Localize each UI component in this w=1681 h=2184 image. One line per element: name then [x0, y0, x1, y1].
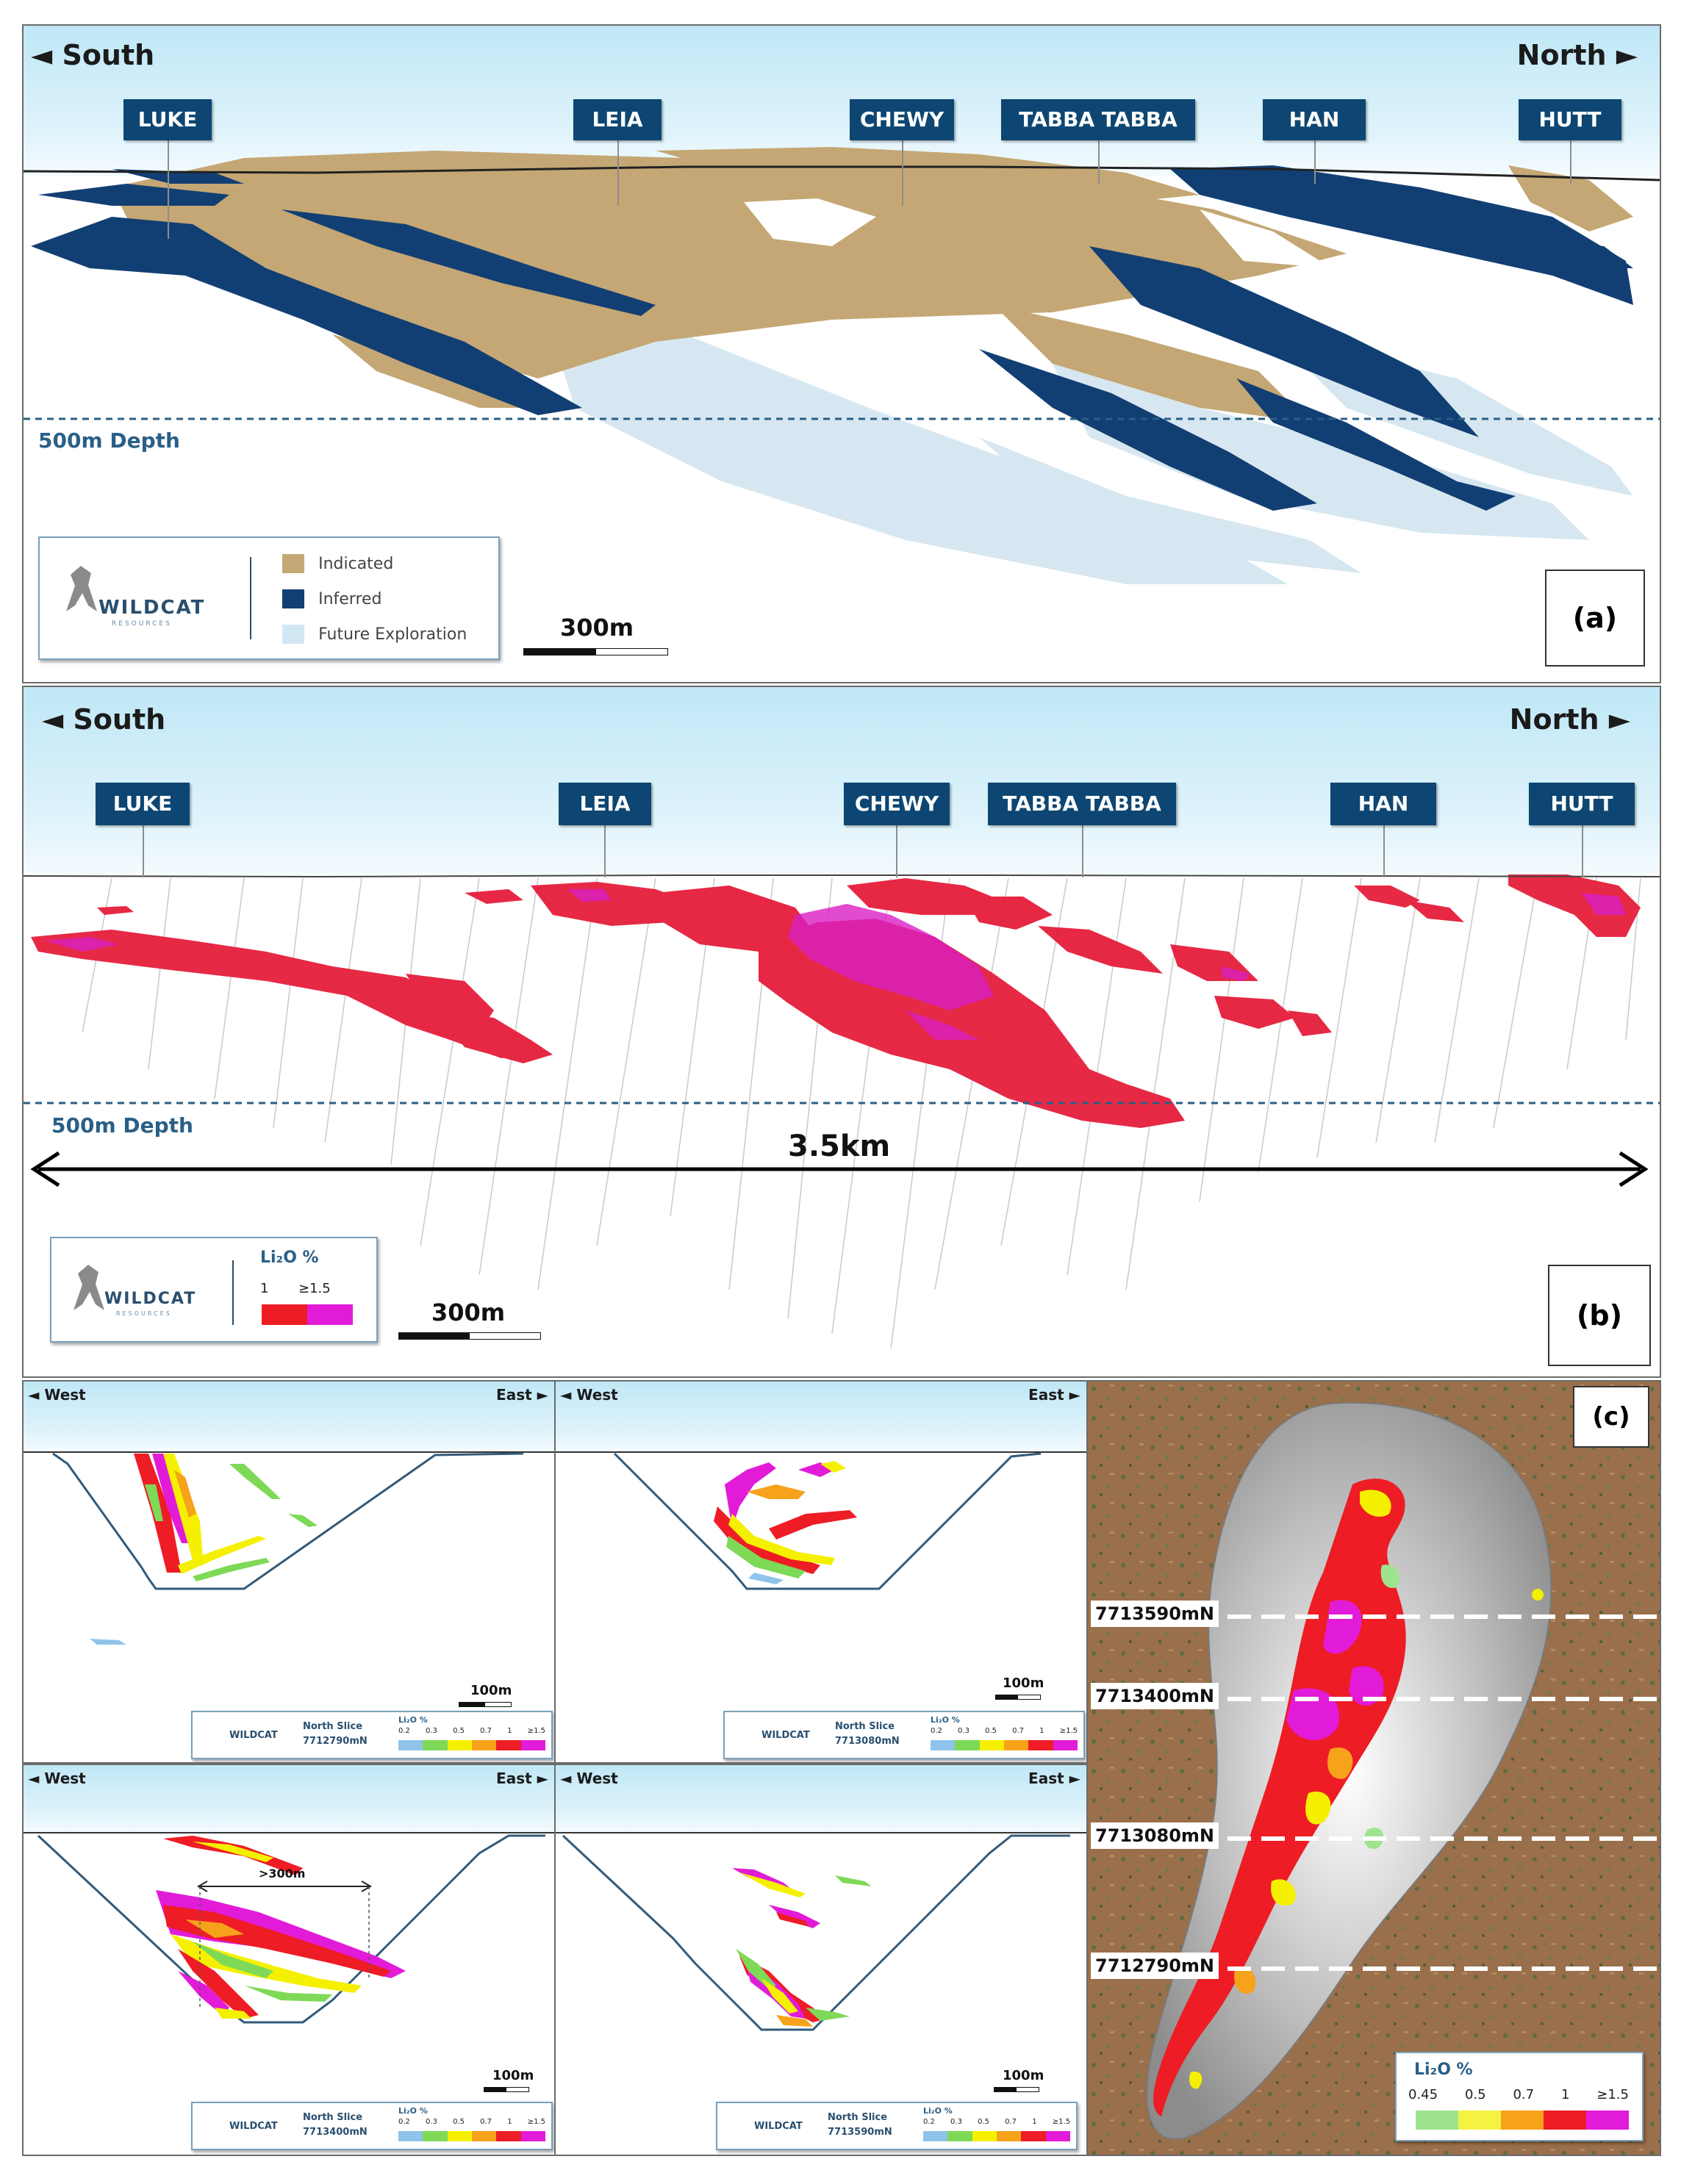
- slice-annotation-300m: >300m: [259, 1867, 306, 1881]
- slice-scale-label: 100m: [492, 2068, 534, 2083]
- deposit-tag-leia: LEIA: [559, 783, 651, 825]
- slice-name: 7713590mN: [828, 2127, 892, 2138]
- west-direction-label: ◄ West: [560, 1770, 618, 1787]
- legend-item-inferred: [282, 589, 382, 614]
- map-line-label-7712790mn: 7712790mN: [1091, 1953, 1219, 1979]
- depth-label: 500m Depth: [38, 428, 180, 453]
- map-legend-colorbar: [1416, 2111, 1629, 2130]
- legend-item-indicated: [282, 554, 393, 579]
- slice-scale-label: 100m: [1003, 1675, 1044, 1691]
- west-direction-label: ◄ West: [560, 1386, 618, 1404]
- length-label: 3.5km: [788, 1129, 891, 1163]
- slice-scale-bar: [995, 1695, 1041, 1700]
- slice-panel-7712790mn: [22, 1380, 557, 1764]
- slice-panel-7713400mn: [22, 1764, 557, 2156]
- slice-title: North Slice: [835, 1721, 895, 1732]
- legend-item-future-exploration: [282, 625, 467, 650]
- map-legend-ticks: 0.45 0.5 0.7 1 ≥1.5: [1408, 2087, 1629, 2102]
- wildcat-brand: WILDCAT: [754, 2121, 803, 2132]
- slice-scale-label: 100m: [470, 1683, 512, 1698]
- resource-legend: [38, 536, 500, 660]
- slice-legend: [723, 1711, 1085, 1759]
- map-line-label-7713400mn: 7713400mN: [1091, 1683, 1219, 1709]
- wildcat-brand: WILDCAT: [761, 1730, 810, 1741]
- panel-c-plan-map: [1086, 1380, 1661, 2156]
- west-direction-label: ◄ West: [28, 1386, 86, 1404]
- east-direction-label: East ►: [1028, 1386, 1080, 1404]
- slice-legend: [191, 1711, 553, 1759]
- deposit-tag-hutt: HUTT: [1519, 99, 1621, 140]
- scale-label: 300m: [431, 1298, 506, 1326]
- li2o-tick-1-5: ≥1.5: [298, 1281, 331, 1296]
- wildcat-logo-icon: [59, 560, 103, 619]
- slice-panel-7713590mn: [554, 1764, 1089, 2156]
- wildcat-brand: WILDCAT: [229, 1730, 278, 1741]
- deposit-tag-luke: LUKE: [123, 99, 212, 140]
- panel-label-b: (b): [1548, 1265, 1651, 1366]
- deposit-tag-hutt: HUTT: [1529, 783, 1635, 825]
- future-exploration-label: Future Exploration: [318, 625, 467, 644]
- wildcat-brand: WILDCAT: [229, 2121, 278, 2132]
- slice-title: North Slice: [303, 2112, 363, 2123]
- map-line-label-7713590mn: 7713590mN: [1091, 1601, 1219, 1627]
- deposit-tag-luke: LUKE: [96, 783, 190, 825]
- slice-legend-ticks: 0.2 0.3 0.5 0.7 1 ≥1.5: [398, 1727, 545, 1735]
- east-direction-label: East ►: [1028, 1770, 1080, 1787]
- panel-a-long-section-resource: [22, 24, 1661, 683]
- slice-legend-colorbar: [398, 2131, 545, 2141]
- inferred-label: Inferred: [318, 589, 382, 608]
- future-exploration-swatch: [282, 625, 304, 644]
- slice-scale-bar: [484, 2087, 529, 2092]
- deposit-tag-tabba-tabba: TABBA TABBA: [1001, 99, 1195, 140]
- slice-name: 7713080mN: [835, 1736, 900, 1747]
- slice-scale-bar: [994, 2087, 1039, 2092]
- deposit-tag-tabba-tabba: TABBA TABBA: [988, 783, 1176, 825]
- wildcat-brand: WILDCAT: [98, 597, 206, 619]
- north-direction-label: North ►: [1509, 703, 1630, 736]
- slice-scale-bar: [459, 1702, 512, 1707]
- deposit-tag-chewy: CHEWY: [850, 99, 954, 140]
- scale-bar: [523, 648, 668, 655]
- pit-section-graphic: [556, 1765, 1088, 2155]
- slice-legend-colorbar: [923, 2131, 1070, 2141]
- slice-legend-title: Li₂O %: [931, 1715, 960, 1725]
- scale-label: 300m: [560, 614, 634, 642]
- plan-map-graphic: [1088, 1382, 1660, 2155]
- deposit-tag-leia: LEIA: [573, 99, 662, 140]
- north-direction-label: North ►: [1516, 39, 1638, 71]
- slice-legend-ticks: 0.2 0.3 0.5 0.7 1 ≥1.5: [931, 1727, 1078, 1735]
- wildcat-logo-icon: [66, 1259, 110, 1318]
- indicated-label: Indicated: [318, 554, 394, 573]
- map-line-label-7713080mn: 7713080mN: [1091, 1822, 1219, 1849]
- deposit-tag-han: HAN: [1330, 783, 1436, 825]
- panel-label-a: (a): [1545, 570, 1645, 667]
- slice-name: 7712790mN: [303, 1736, 368, 1747]
- li2o-legend-title: Li₂O %: [260, 1249, 319, 1267]
- map-legend-title: Li₂O %: [1414, 2061, 1473, 2079]
- wildcat-brand: WILDCAT: [104, 1290, 197, 1308]
- slice-panel-7713080mn: [554, 1380, 1089, 1764]
- li2o-tick-1: 1: [260, 1281, 269, 1296]
- deposit-tag-han: HAN: [1263, 99, 1366, 140]
- slice-title: North Slice: [303, 1721, 363, 1732]
- slice-legend-title: Li₂O %: [398, 2106, 428, 2116]
- wildcat-brand-sub: RESOURCES: [116, 1310, 172, 1317]
- west-direction-label: ◄ West: [28, 1770, 86, 1787]
- wildcat-brand-sub: RESOURCES: [112, 620, 172, 628]
- inferred-swatch: [282, 589, 304, 608]
- slice-scale-label: 100m: [1003, 2068, 1044, 2083]
- slice-legend: [716, 2102, 1078, 2150]
- slice-legend-colorbar: [398, 1740, 545, 1750]
- slice-legend-title: Li₂O %: [398, 1715, 428, 1725]
- slice-legend-title: Li₂O %: [923, 2106, 953, 2116]
- indicated-swatch: [282, 554, 304, 573]
- slice-legend-ticks: 0.2 0.3 0.5 0.7 1 ≥1.5: [923, 2118, 1070, 2126]
- panel-label-c: (c): [1573, 1386, 1649, 1448]
- south-direction-label: ◄ South: [42, 703, 166, 736]
- east-direction-label: East ►: [496, 1386, 548, 1404]
- slice-legend: [191, 2102, 553, 2150]
- east-direction-label: East ►: [496, 1770, 548, 1787]
- panel-b-long-section-grade: [22, 686, 1661, 1378]
- depth-label: 500m Depth: [51, 1113, 193, 1138]
- grade-legend: [50, 1237, 378, 1343]
- map-legend: [1395, 2052, 1644, 2141]
- slice-name: 7713400mN: [303, 2127, 368, 2138]
- deposit-tag-chewy: CHEWY: [844, 783, 950, 825]
- south-direction-label: ◄ South: [31, 39, 155, 71]
- slice-legend-colorbar: [931, 1740, 1078, 1750]
- pit-section-graphic: [24, 1765, 556, 2155]
- pit-section-graphic: [556, 1382, 1088, 1762]
- slice-title: North Slice: [828, 2112, 888, 2123]
- li2o-swatch-magenta: [307, 1304, 353, 1325]
- slice-legend-ticks: 0.2 0.3 0.5 0.7 1 ≥1.5: [398, 2118, 545, 2126]
- li2o-swatch-red: [262, 1304, 307, 1325]
- scale-bar: [398, 1332, 541, 1340]
